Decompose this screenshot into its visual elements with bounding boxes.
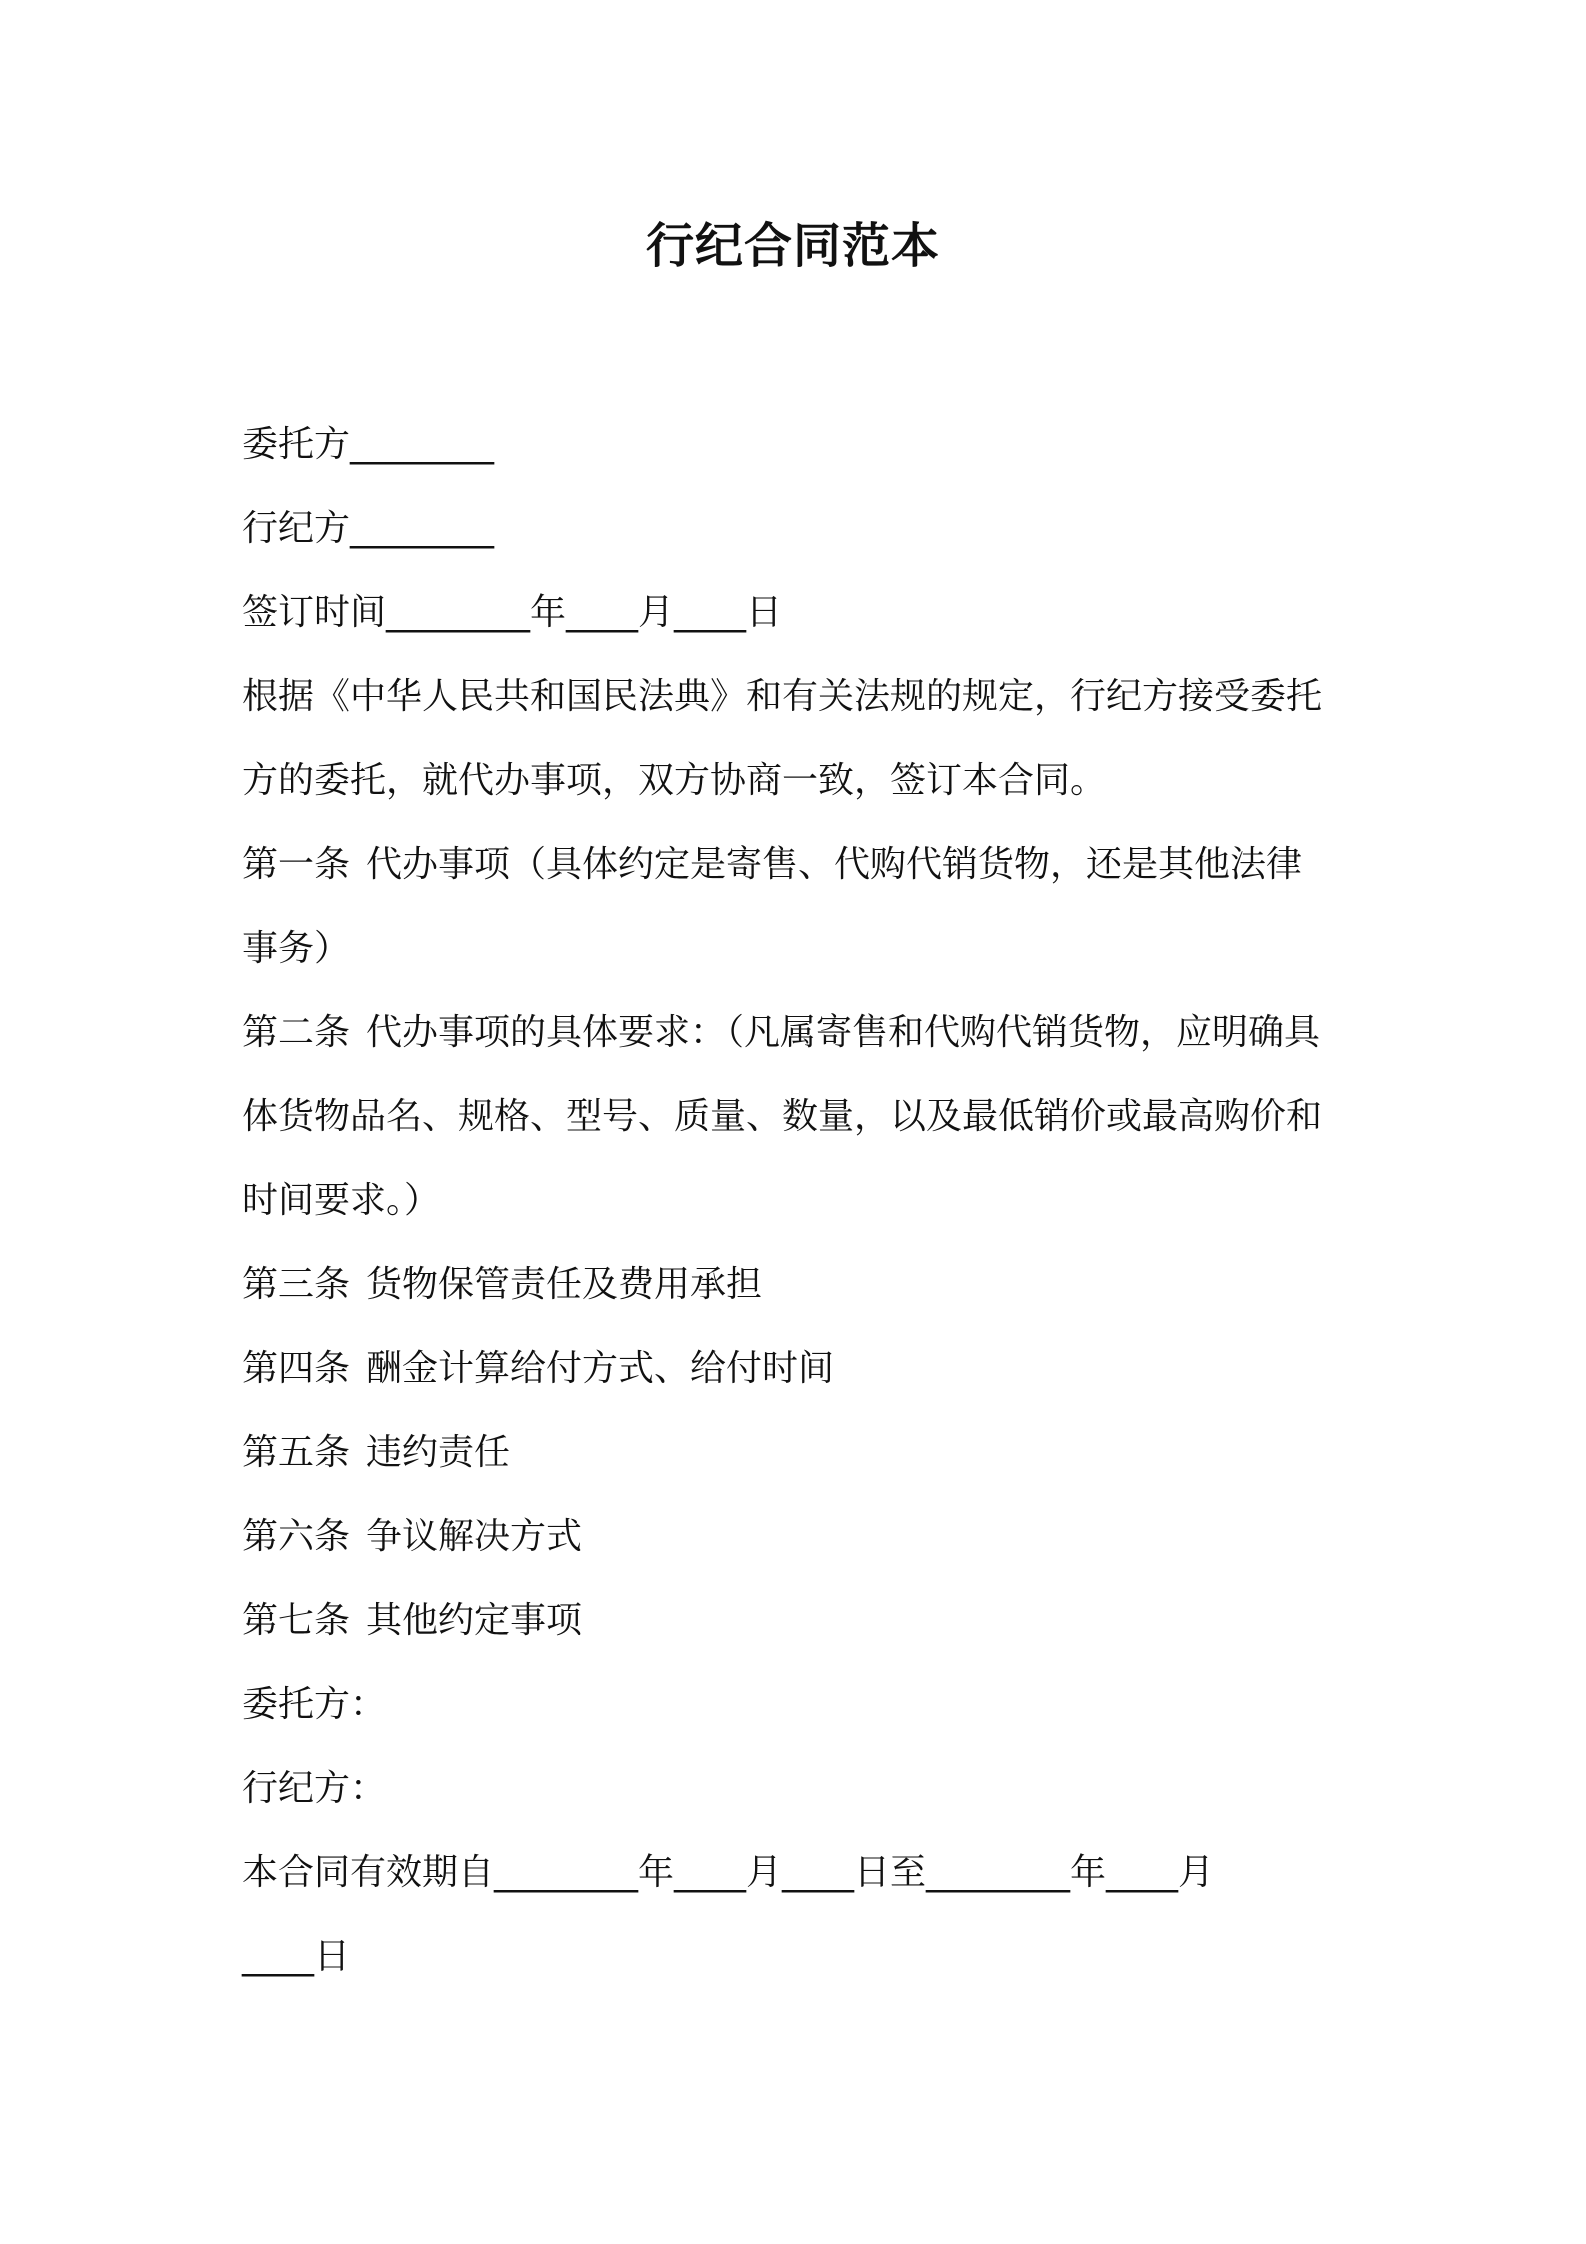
validity-line-2: ____日 [242,1936,351,1977]
article-6-text: 争议解决方式 [366,1516,583,1557]
broker-line: 行纪方________ [242,508,495,549]
article-2-text: 代办事项的具体要求：（凡属寄售和代购代销货物，应明确具 [366,1012,1321,1053]
document-body [242,403,1362,1999]
article-2-number: 第二条 [242,1012,351,1053]
article-4-number: 第四条 [242,1348,351,1389]
article-1-text: 代办事项（具体约定是寄售、代购代销货物，还是其他法律 [366,844,1303,885]
article-2-line-1 [242,991,1362,1075]
article-5-text: 违约责任 [366,1432,511,1473]
article-1-number: 第一条 [242,844,351,885]
article-6-line [242,1495,1362,1579]
article-4-line [242,1327,1362,1411]
article-3-number: 第三条 [242,1264,351,1305]
article-5-line [242,1411,1362,1495]
article-1-line-2: 事务） [242,928,351,969]
preamble-line-1: 根据《中华人民共和国民法典》和有关法规的规定，行纪方接受委托 [242,676,1323,717]
article-2-line-2: 体货物品名、规格、型号、质量、数量，以及最低销价或最高购价和 [242,1096,1323,1137]
broker-signature-line: 行纪方： [242,1768,387,1809]
article-7-line [242,1579,1362,1663]
article-4-text: 酬金计算给付方式、给付时间 [366,1348,835,1389]
validity-line-1: 本合同有效期自________年____月____日至________年____月 [242,1852,1215,1893]
article-2-line-3: 时间要求。） [242,1180,441,1221]
article-3-line [242,1243,1362,1327]
article-7-number: 第七条 [242,1600,351,1641]
article-7-text: 其他约定事项 [366,1600,583,1641]
client-signature-line: 委托方： [242,1684,387,1725]
signing-date-line: 签订时间________年____月____日 [242,592,783,633]
document-title: 行纪合同范本 [645,218,940,274]
preamble-line-2: 方的委托，就代办事项，双方协商一致，签订本合同。 [242,760,1107,801]
article-5-number: 第五条 [242,1432,351,1473]
client-line: 委托方________ [242,424,495,465]
article-3-text: 货物保管责任及费用承担 [366,1264,763,1305]
article-6-number: 第六条 [242,1516,351,1557]
article-1-line-1 [242,823,1362,907]
